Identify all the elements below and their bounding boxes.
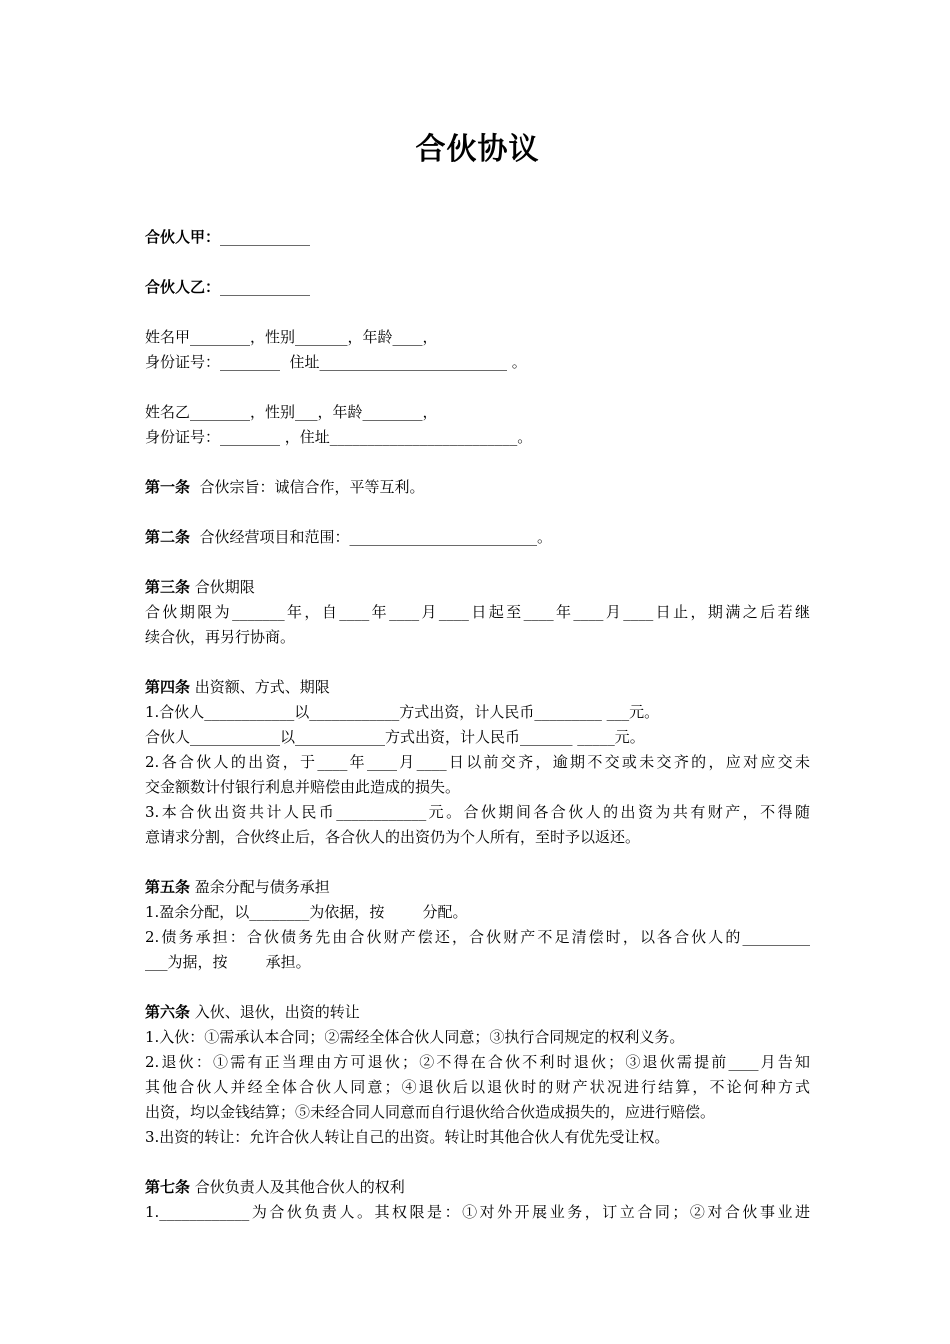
line-text: 2.各合伙人的出资，于____年____月____日以前交齐，逾期不交或未交齐的，应对应交未 bbox=[145, 753, 810, 771]
line-text: 交金额数计付银行利息并赔偿由此造成的损失。 bbox=[145, 778, 461, 796]
text-line bbox=[145, 775, 810, 800]
line-text: 盈余分配与债务承担 bbox=[190, 878, 330, 896]
text-line bbox=[145, 325, 810, 350]
section-heading-line bbox=[145, 225, 810, 250]
section-heading-line bbox=[145, 875, 810, 900]
line-label: 第六条 bbox=[145, 1003, 191, 1021]
line-text: 合伙宗旨：诚信合作，平等互利。 bbox=[190, 478, 425, 496]
line-text: 意请求分割，合伙终止后，各合伙人的出资仍为个人所有，至时予以返还。 bbox=[145, 828, 641, 846]
document-title: 合伙协议 bbox=[415, 132, 540, 167]
section-heading-line bbox=[145, 475, 810, 500]
text-line bbox=[145, 1075, 810, 1100]
line-label: 合伙人甲： bbox=[145, 228, 221, 246]
text-line bbox=[145, 1050, 810, 1075]
line-text: 身份证号：________ 住址_________________________ 。 bbox=[145, 353, 527, 371]
line-text: 1.盈余分配，以________为依据，按 分配。 bbox=[145, 903, 468, 921]
blank-line bbox=[145, 1150, 810, 1175]
text-line bbox=[145, 425, 810, 450]
text-line bbox=[145, 600, 810, 625]
document-page bbox=[145, 120, 810, 1225]
line-text: 入伙、退伙，出资的转让 bbox=[190, 1003, 360, 1021]
line-text: 出资额、方式、期限 bbox=[190, 678, 330, 696]
text-line bbox=[145, 725, 810, 750]
line-text: 身份证号：________ ，住址_________________________。 bbox=[145, 428, 533, 446]
line-label: 合伙人乙： bbox=[145, 278, 221, 296]
text-line bbox=[145, 825, 810, 850]
line-text: 合伙期限为_______年，自____年____月____日起至____年____月____日止，期满之后若继 bbox=[145, 603, 810, 621]
line-label: 第四条 bbox=[145, 678, 191, 696]
line-text: 2.退伙：①需有正当理由方可退伙；②不得在合伙不利时退伙；③退伙需提前____月告知 bbox=[145, 1053, 810, 1071]
text-line bbox=[145, 1025, 810, 1050]
text-line bbox=[145, 750, 810, 775]
line-label: 第三条 bbox=[145, 578, 191, 596]
section-heading-line bbox=[145, 1000, 810, 1025]
text-line bbox=[145, 800, 810, 825]
text-line bbox=[145, 925, 810, 950]
blank-line bbox=[145, 375, 810, 400]
line-text: ____________ bbox=[220, 278, 311, 296]
line-text: 出资，均以金钱结算；⑤未经合同人同意而自行退伙给合伙造成损失的，应进行赔偿。 bbox=[145, 1103, 716, 1121]
line-text: 3.本合伙出资共计人民币____________元。合伙期间各合伙人的出资为共有财产，不得随 bbox=[145, 803, 810, 821]
line-text: 3.出资的转让：允许合伙人转让自己的出资。转让时其他合伙人有优先受让权。 bbox=[145, 1128, 670, 1146]
text-line bbox=[145, 950, 810, 975]
line-text: 合伙人____________以____________方式出资，计人民币_______ _____元。 bbox=[145, 728, 645, 746]
text-line bbox=[145, 350, 810, 375]
blank-line bbox=[145, 300, 810, 325]
text-line bbox=[145, 625, 810, 650]
section-heading-line bbox=[145, 1175, 810, 1200]
blank-line bbox=[145, 975, 810, 1000]
text-line bbox=[145, 700, 810, 725]
line-label: 第二条 bbox=[145, 528, 191, 546]
text-line bbox=[145, 400, 810, 425]
section-heading-line bbox=[145, 575, 810, 600]
line-text: 1.入伙：①需承认本合同；②需经全体合伙人同意；③执行合同规定的权利义务。 bbox=[145, 1028, 685, 1046]
line-text: 续合伙，再另行协商。 bbox=[145, 628, 296, 646]
blank-line bbox=[145, 250, 810, 275]
line-text: 合伙期限 bbox=[190, 578, 255, 596]
text-line bbox=[145, 1200, 810, 1225]
document-body bbox=[145, 225, 810, 1225]
blank-line bbox=[145, 450, 810, 475]
line-text: ____________ bbox=[220, 228, 311, 246]
line-text: ___为据，按 承担。 bbox=[145, 953, 311, 971]
blank-line bbox=[145, 650, 810, 675]
section-heading-line bbox=[145, 275, 810, 300]
line-text: 1.合伙人____________以____________方式出资，计人民币_________ ___元。 bbox=[145, 703, 660, 721]
text-line bbox=[145, 900, 810, 925]
line-text: 姓名乙________，性别___，年龄________， bbox=[145, 403, 438, 421]
section-heading-line bbox=[145, 525, 810, 550]
line-label: 第七条 bbox=[145, 1178, 191, 1196]
blank-line bbox=[145, 500, 810, 525]
line-text: 合伙经营项目和范围：_________________________。 bbox=[190, 528, 553, 546]
blank-line bbox=[145, 550, 810, 575]
line-text: 姓名甲________，性别_______，年龄____， bbox=[145, 328, 438, 346]
text-line bbox=[145, 1125, 810, 1150]
section-heading-line bbox=[145, 675, 810, 700]
line-text: 2.债务承担：合伙债务先由合伙财产偿还，合伙财产不足清偿时，以各合伙人的_________ bbox=[145, 928, 810, 946]
blank-line bbox=[145, 850, 810, 875]
line-text: 1.____________为合伙负责人。其权限是：①对外开展业务，订立合同；②对合伙事业进 bbox=[145, 1203, 810, 1221]
line-text: 合伙负责人及其他合伙人的权利 bbox=[190, 1178, 405, 1196]
line-text: 其他合伙人并经全体合伙人同意；④退伙后以退伙时的财产状况进行结算，不论何种方式 bbox=[145, 1078, 810, 1096]
text-line bbox=[145, 1100, 810, 1125]
line-label: 第五条 bbox=[145, 878, 191, 896]
line-label: 第一条 bbox=[145, 478, 191, 496]
